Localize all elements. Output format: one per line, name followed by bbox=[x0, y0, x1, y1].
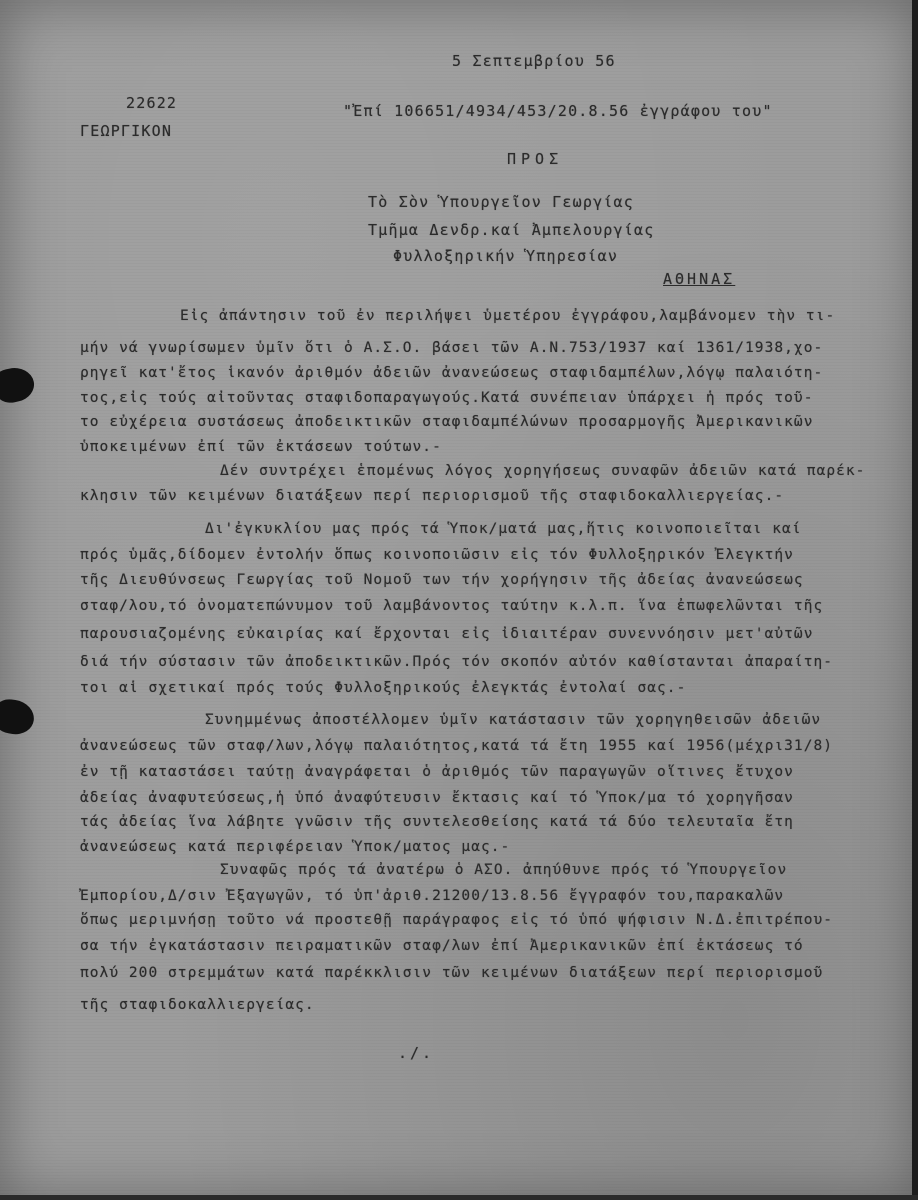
body-line: ἐν τῇ καταστάσει ταύτῃ ἀναγράφεται ὁ ἀριθμός τῶν παραγωγῶν οἵτινες ἔτυχον bbox=[80, 764, 794, 780]
subject-reference: "Ἐπί 106651/4934/453/20.8.56 ἐγγράφου του" bbox=[343, 102, 773, 120]
body-line: το εὐχέρεια συστάσεως ἀποδεικτικῶν σταφιδαμπέλώνων προσαρμογῆς Ἀμερικανικῶν bbox=[80, 414, 814, 430]
body-line: πολύ 200 στρεμμάτων κατά παρέκκλισιν τῶν κειμένων διατάξεων περί περιορισμοῦ bbox=[80, 965, 824, 981]
body-line: τοι αἱ σχετικαί πρός τούς Φυλλοξηρικούς ἐλεγκτάς ἐντολαί σας.- bbox=[80, 680, 687, 696]
body-line: ἀνανεώσεως τῶν σταφ/λων,λόγῳ παλαιότητος,κατά τά ἔτη 1955 καί 1956(μέχρι31/8) bbox=[80, 738, 834, 754]
body-line: ρηγεῖ κατ'ἔτος ἱκανόν ἀριθμόν ἀδειῶν ἀνανεώσεως σταφιδαμπέλων,λόγῳ παλαιότη- bbox=[80, 365, 824, 381]
page-edge-shadow-bottom bbox=[0, 1195, 918, 1200]
body-line: κλησιν τῶν κειμένων διατάξεων περί περιορισμοῦ τῆς σταφιδοκαλλιεργείας.- bbox=[80, 488, 785, 504]
page-edge-shadow bbox=[912, 0, 918, 1200]
body-line: ἀδείας ἀναφυτεύσεως,ἡ ὑπό ἀναφύτευσιν ἔκτασις καί τό Ὑποκ/μα τό χορηγῆσαν bbox=[80, 790, 794, 806]
body-line: παρουσιαζομένης εὐκαιρίας καί ἔρχονται εἰς ἰδιαιτέραν συνεννόησιν μετ'αὐτῶν bbox=[80, 626, 814, 642]
body-line: μήν νά γνωρίσωμεν ὑμῖν ὅτι ὁ Α.Σ.Ο. βάσει τῶν Α.Ν.753/1937 καί 1361/1938,χο- bbox=[80, 340, 824, 356]
body-line: ὑποκειμένων ἐπί τῶν ἐκτάσεων τούτων.- bbox=[80, 439, 442, 455]
body-line: ὅπως μεριμνήσῃ τοῦτο νά προστεθῇ παράγραφος εἰς τό ὑπό ψήφισιν Ν.Δ.ἐπιτρέπου- bbox=[80, 912, 834, 928]
body-line: Εἰς ἀπάντησιν τοῦ ἐν περιλήψει ὑμετέρου ἐγγράφου,λαμβάνομεν τὴν τι- bbox=[180, 308, 836, 324]
body-line: Συναφῶς πρός τά ἀνατέρω ὁ ΑΣΟ. ἀπηύθυνε πρός τό Ὑπουργεῖον bbox=[220, 862, 788, 878]
body-line: Συνημμένως ἀποστέλλομεν ὑμῖν κατάστασιν τῶν χορηγηθεισῶν ἀδειῶν bbox=[205, 712, 822, 728]
addressee-line-2: Τμῆμα Δενδρ.καί Ἀμπελουργίας bbox=[368, 221, 655, 239]
punch-hole-bottom bbox=[0, 697, 36, 736]
body-line: τῆς σταφιδοκαλλιεργείας. bbox=[80, 997, 315, 1013]
reference-number: 22622 bbox=[126, 94, 178, 112]
addressee-line-1: Τὸ Σὸν Ὑπουργεῖον Γεωργίας bbox=[368, 193, 634, 211]
body-line: τάς ἀδείας ἵνα λάβητε γνῶσιν τῆς συντελεσθείσης κατά τά δύο τελευταῖα ἔτη bbox=[80, 814, 794, 830]
department-name: ΓΕΩΡΓΙΚΟΝ bbox=[80, 122, 173, 140]
addressee-line-3: Φυλλοξηρικήν Ὑπηρεσίαν bbox=[393, 247, 619, 265]
punch-hole-top bbox=[0, 364, 37, 406]
body-line: πρός ὑμᾶς,δίδομεν ἐντολήν ὅπως κοινοποιῶσιν εἰς τόν Φυλλοξηρικόν Ἐλεγκτήν bbox=[80, 547, 794, 563]
body-line: σα τήν ἐγκατάστασιν πειραματικῶν σταφ/λων ἐπί Ἀμερικανικῶν ἐπί ἐκτάσεως τό bbox=[80, 938, 804, 954]
body-line: Ἐμπορίου,Δ/σιν Ἐξαγωγῶν, τό ὑπ'ἀριθ.21200/13.8.56 ἔγγραφόν του,παρακαλῶν bbox=[80, 888, 785, 904]
to-heading: ΠΡΟΣ bbox=[507, 150, 564, 168]
body-line: τος,εἰς τούς αἰτοῦντας σταφιδοπαραγωγούς.Κατά συνέπειαν ὑπάρχει ἡ πρός τοῦ- bbox=[80, 390, 814, 406]
body-line: Δι'ἐγκυκλίου μας πρός τά Ὑποκ/ματά μας,ἥτις κοινοποιεῖται καί bbox=[205, 521, 802, 537]
letter-date: 5 Σεπτεμβρίου 56 bbox=[452, 52, 616, 70]
closing-mark: ./. bbox=[398, 1044, 435, 1062]
body-line: τῆς Διευθύνσεως Γεωργίας τοῦ Νομοῦ των τήν χορήγησιν τῆς ἀδείας ἀνανεώσεως bbox=[80, 572, 804, 588]
body-line: διά τήν σύστασιν τῶν ἀποδεικτικῶν.Πρός τόν σκοπόν αὐτόν καθίστανται ἀπαραίτη- bbox=[80, 654, 834, 670]
body-line: ἀνανεώσεως κατά περιφέρειαν Ὑποκ/ματος μας.- bbox=[80, 839, 511, 855]
body-line: Δέν συντρέχει ἑπομένως λόγος χορηγήσεως συναφῶν ἀδειῶν κατά παρέκ- bbox=[220, 463, 866, 479]
addressee-city: ΑΘΗΝΑΣ bbox=[663, 270, 736, 288]
body-line: σταφ/λου,τό ὀνοματεπώνυμον τοῦ λαμβάνοντος ταύτην κ.λ.π. ἵνα ἐπωφελῶνται τῆς bbox=[80, 598, 824, 614]
